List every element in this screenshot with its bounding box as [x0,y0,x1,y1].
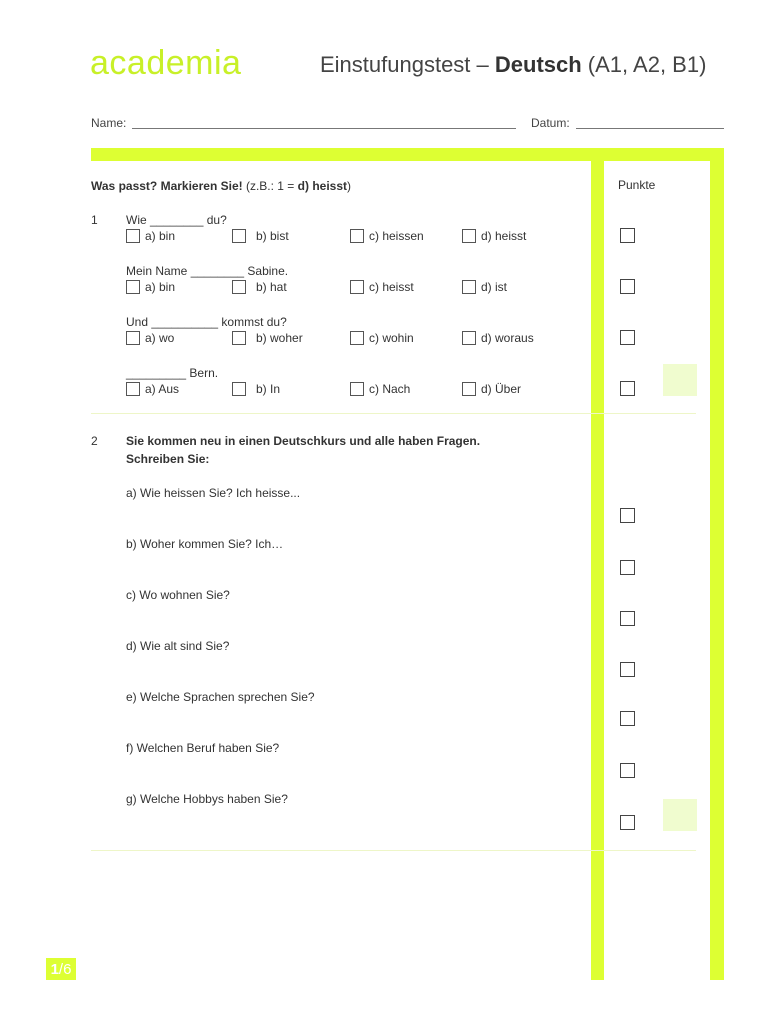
name-label: Name: [91,116,127,130]
points-box-2f[interactable] [620,763,635,778]
right-accent-bar [710,148,724,980]
section2-item-f: f) Welchen Beruf haben Sie? [126,741,280,755]
option-label: d) ist [481,280,508,294]
points-box-q4[interactable] [620,381,635,396]
option-label: d) heisst [481,229,527,243]
checkbox[interactable] [232,331,246,345]
points-box-2a[interactable] [620,508,635,523]
points-box-q2[interactable] [620,279,635,294]
option-label: d) Über [481,382,522,396]
question-1-prompt: Wie ________ du? [126,213,227,227]
page-number [46,958,76,980]
points-box-q3[interactable] [620,330,635,345]
punkte-label: Punkte [618,178,656,192]
date-field[interactable] [576,128,724,129]
title-prefix: Einstufungstest – [320,52,495,77]
section2-item-e: e) Welche Sprachen sprechen Sie? [126,690,315,704]
checkbox[interactable] [462,229,476,243]
section2-item-b: b) Woher kommen Sie? Ich… [126,537,284,551]
checkbox[interactable] [350,331,364,345]
question-3-option-d[interactable] [462,331,534,345]
question-1-option-a[interactable] [126,229,175,243]
checkbox[interactable] [350,382,364,396]
option-label: d) woraus [481,331,534,345]
option-label: c) wohin [369,331,414,345]
points-divider-bar [591,148,604,980]
section2-heading-line2: Schreiben Sie: [126,452,210,466]
name-field[interactable] [132,128,516,129]
question-4-prompt: _________ Bern. [126,366,219,380]
points-box-2b[interactable] [620,560,635,575]
question-2-option-b[interactable] [232,280,287,294]
section1-instruction [91,179,351,193]
option-label: c) heisst [369,280,414,294]
option-label: a) wo [145,331,175,345]
checkbox[interactable] [232,382,246,396]
question-1-option-c[interactable] [350,229,424,243]
checkbox[interactable] [232,280,246,294]
question-2-option-a[interactable] [126,280,175,294]
section2-item-g: g) Welche Hobbys haben Sie? [126,792,288,806]
academia-logo: academia [90,44,242,82]
question-3-option-a[interactable] [126,331,174,345]
option-label: b) hat [256,280,287,294]
points-box-2g[interactable] [620,815,635,830]
page-current: 1 [50,960,59,978]
checkbox[interactable] [126,382,140,396]
question-4-option-b[interactable] [232,382,280,396]
question-1-option-b[interactable] [232,229,289,243]
instruction-bold: Was passt? Markieren Sie! [91,179,243,193]
option-label: a) Aus [145,382,180,396]
checkbox[interactable] [126,229,140,243]
points-box-q1[interactable] [620,228,635,243]
instruction-example-suffix: ) [347,179,351,193]
instruction-example-bold: d) heisst [297,179,347,193]
question-3-prompt: Und __________ kommst du? [126,315,287,329]
checkbox[interactable] [462,280,476,294]
title-suffix: (A1, A2, B1) [581,52,707,77]
option-label: a) bin [145,280,176,294]
section1-score-cell [663,364,697,396]
checkbox[interactable] [462,382,476,396]
option-label: a) bin [145,229,176,243]
section2-item-c: c) Wo wohnen Sie? [126,588,230,602]
question-4-option-c[interactable] [350,382,410,396]
question-2-option-d[interactable] [462,280,507,294]
points-box-2e[interactable] [620,711,635,726]
question-3-option-c[interactable] [350,331,414,345]
section-divider [91,850,696,851]
checkbox[interactable] [350,280,364,294]
question-4-option-a[interactable] [126,382,179,396]
top-accent-bar [91,148,724,161]
checkbox[interactable] [350,229,364,243]
checkbox[interactable] [126,331,140,345]
checkbox[interactable] [126,280,140,294]
option-label: c) Nach [369,382,411,396]
question-1-option-d[interactable] [462,229,526,243]
section1-number: 1 [91,213,98,227]
points-box-2c[interactable] [620,611,635,626]
question-2-prompt: Mein Name ________ Sabine. [126,264,289,278]
page-total: /6 [58,960,72,978]
title-bold: Deutsch [494,52,582,77]
question-4-option-d[interactable] [462,382,521,396]
page-title [320,52,706,78]
option-label: b) woher [256,331,303,345]
option-label: b) In [256,382,281,396]
option-label: b) bist [256,229,289,243]
section2-number: 2 [91,434,98,448]
checkbox[interactable] [232,229,246,243]
section2-heading-line1: Sie kommen neu in einen Deutschkurs und alle haben Fragen. [126,434,481,448]
question-2-option-c[interactable] [350,280,414,294]
section2-item-a: a) Wie heissen Sie? Ich heisse... [126,486,301,500]
date-label: Datum: [531,116,570,130]
section2-score-cell [663,799,697,831]
checkbox[interactable] [462,331,476,345]
question-3-option-b[interactable] [232,331,303,345]
section-divider [91,413,696,414]
points-box-2d[interactable] [620,662,635,677]
instruction-example-prefix: (z.B.: 1 = [242,179,298,193]
section2-item-d: d) Wie alt sind Sie? [126,639,230,653]
option-label: c) heissen [369,229,424,243]
